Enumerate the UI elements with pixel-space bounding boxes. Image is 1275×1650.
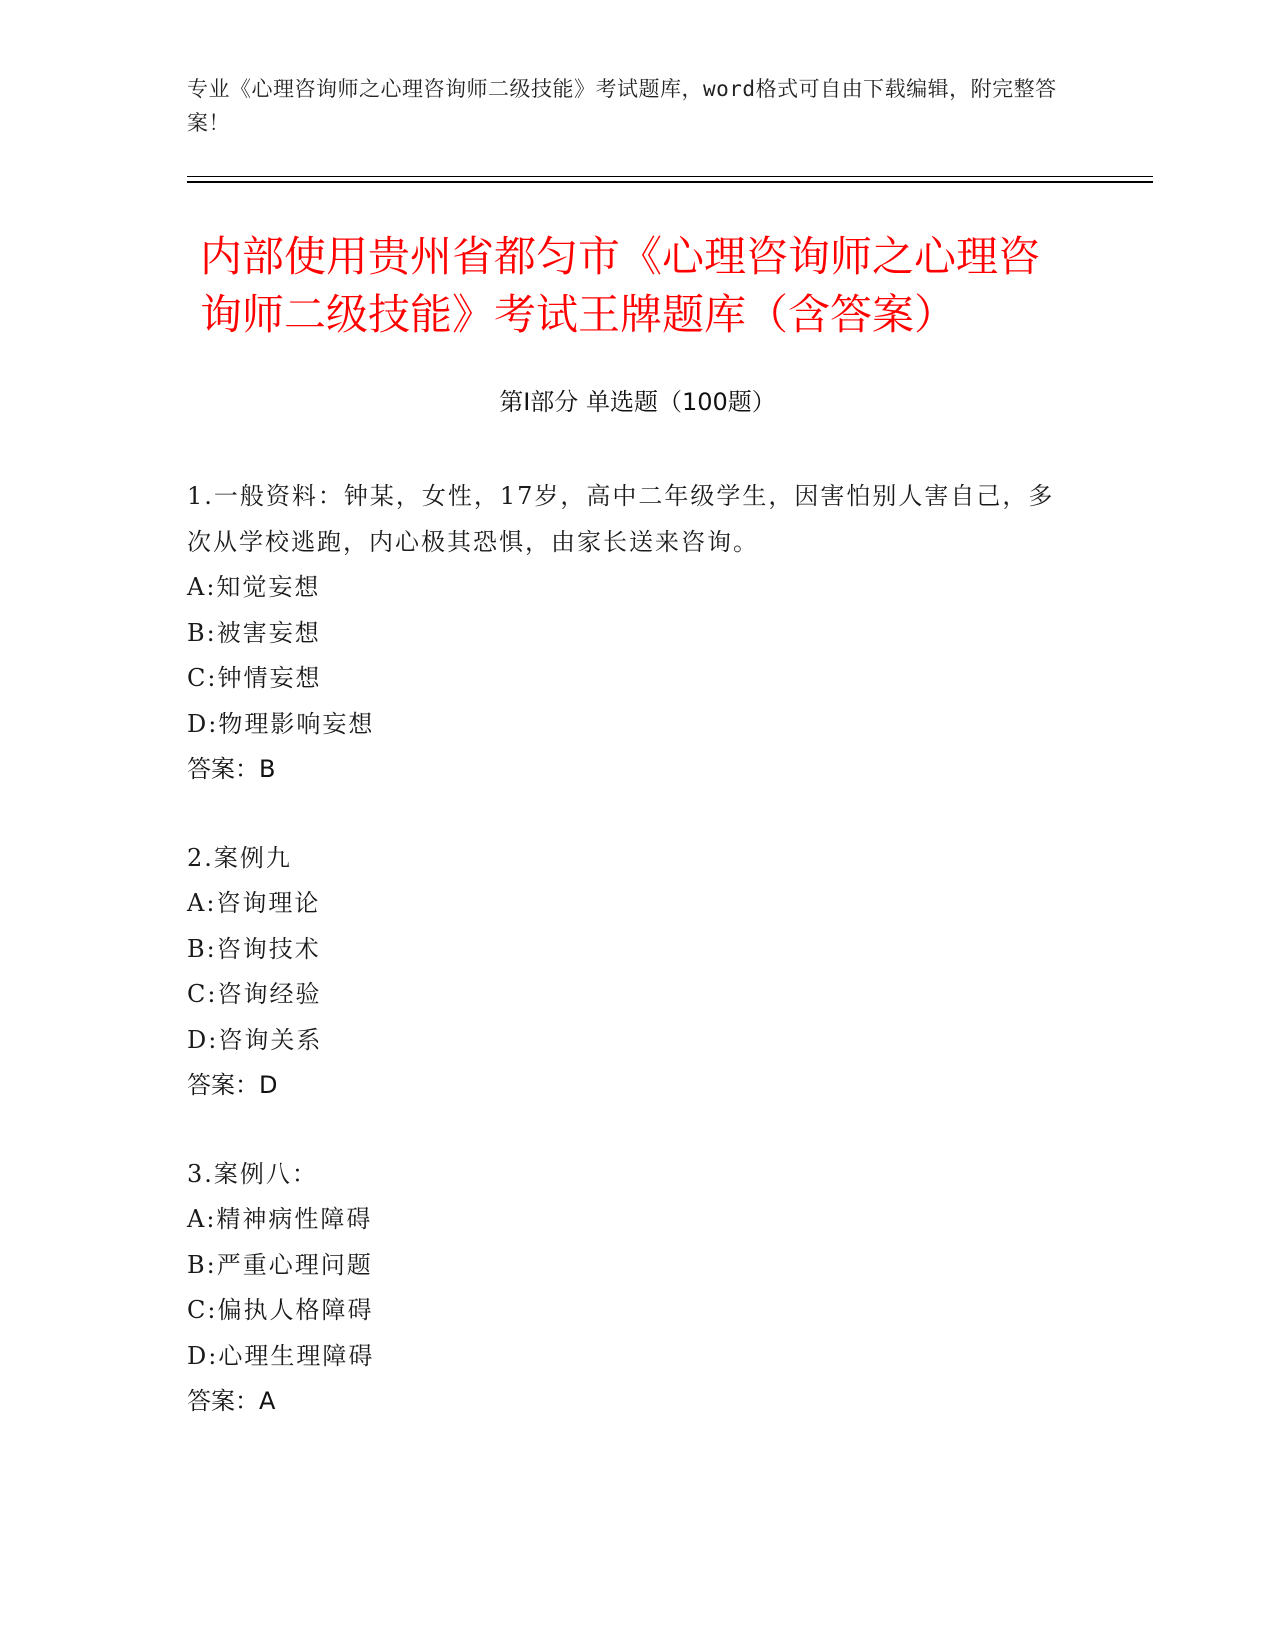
option-b: B:严重心理问题 xyxy=(187,1250,373,1279)
question-2 xyxy=(187,836,1067,1109)
option-a: A:精神病性障碍 xyxy=(187,1205,373,1233)
question-3 xyxy=(187,1152,1067,1425)
question-stem: 1.一般资料：钟某，女性，17岁，高中二年级学生，因害怕别人害自己，多次从学校逃跑，内心极其恐惧，由家长送来咨询。 xyxy=(187,482,1055,556)
option-d: D:心理生理障碍 xyxy=(187,1341,375,1370)
question-stem: 3.案例八： xyxy=(187,1159,318,1188)
option-d: D:咨询关系 xyxy=(187,1025,323,1054)
option-b: B:被害妄想 xyxy=(187,618,321,647)
header-note: 专业《心理咨询师之心理咨询师二级技能》考试题库，word格式可自由下载编辑，附完整答案！ xyxy=(187,77,1057,135)
question-list xyxy=(187,474,1067,1468)
option-c: C:钟情妄想 xyxy=(187,664,322,692)
option-b: B:咨询技术 xyxy=(187,934,321,963)
question-stem: 2.案例九 xyxy=(187,843,292,872)
option-d: D:物理影响妄想 xyxy=(187,709,375,738)
question-1 xyxy=(187,474,1067,793)
option-a: A:咨询理论 xyxy=(187,889,321,917)
header-divider-thin xyxy=(187,176,1153,177)
answer-line: 答案：D xyxy=(187,1071,278,1099)
answer-line: 答案：A xyxy=(187,1387,276,1415)
option-c: C:咨询经验 xyxy=(187,980,322,1008)
option-a: A:知觉妄想 xyxy=(187,573,321,601)
header-divider-thick xyxy=(187,181,1153,183)
document-title: 内部使用贵州省都匀市《心理咨询师之心理咨询师二级技能》考试王牌题库（含答案） xyxy=(200,232,1041,339)
answer-line: 答案：B xyxy=(187,755,276,783)
section-title: 第Ⅰ部分 单选题（100题） xyxy=(499,388,776,416)
option-c: C:偏执人格障碍 xyxy=(187,1296,374,1324)
